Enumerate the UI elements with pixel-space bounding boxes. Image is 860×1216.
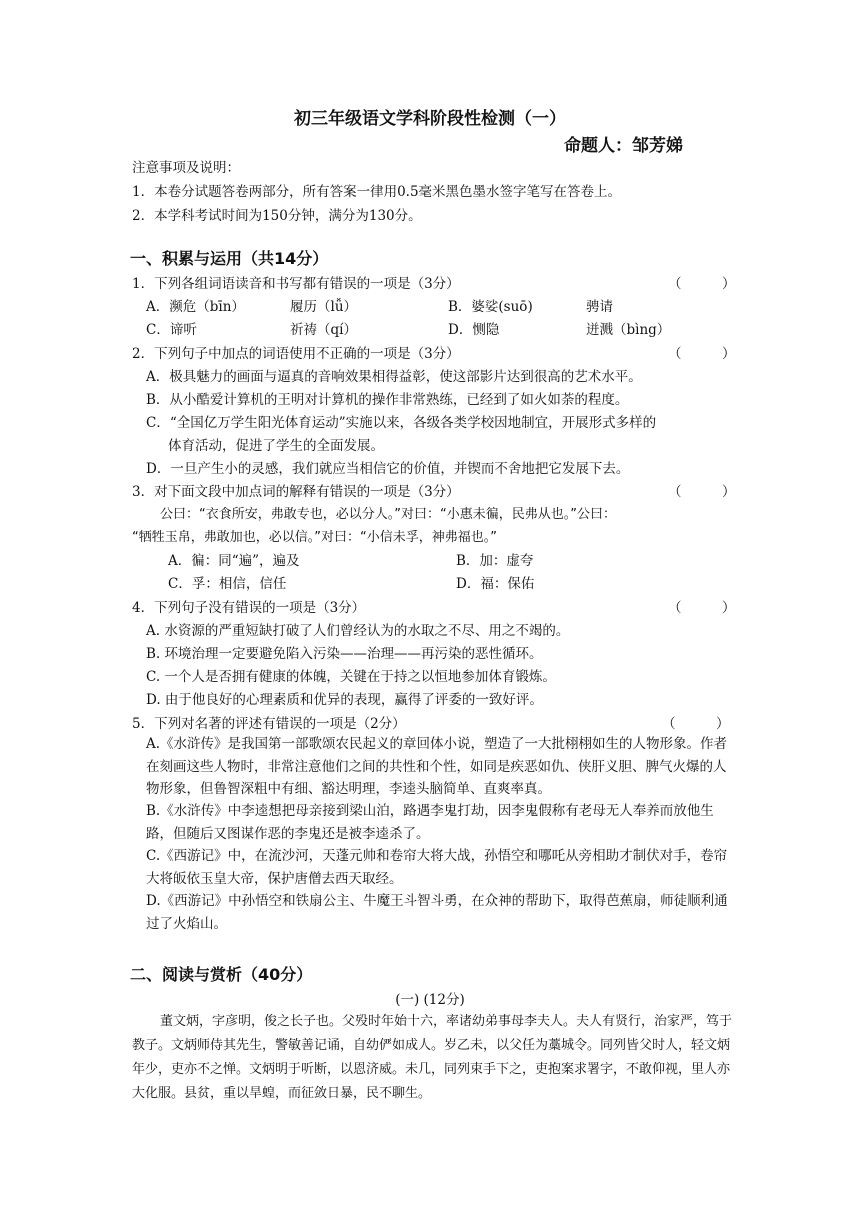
- q4-option-c: C. 一个人是否拥有健康的体魄，关键在于持之以恒地参加体育锻炼。: [146, 669, 556, 685]
- q2-stem: 2．下列句子中加点的词语使用不正确的一项是（3分）: [132, 346, 460, 362]
- q3-passage-line2: “牺牲玉帛，弗敢加也，必以信。”对曰：“小信未孚，神弗福也。”: [132, 530, 497, 545]
- q2-option-c-line2: 体育活动，促进了学生的全面发展。: [168, 438, 384, 454]
- page-title: 初三年级语文学科阶段性检测（一）: [294, 109, 566, 129]
- note-item-1: 1．本卷分试题答卷两部分，所有答案一律用0.5毫米黑色墨水签字笔写在答卷上。: [132, 184, 622, 200]
- author-line: 命题人：邹芳娣: [564, 136, 683, 156]
- q3-option-a: A．徧：同“遍”，遍及: [168, 553, 300, 569]
- q2-option-c-line1: C．“全国亿万学生阳光体育运动”实施以来，各级各类学校因地制宜，开展形式多样的: [146, 415, 657, 431]
- q2-option-d: D．一旦产生小的灵感，我们就应当相信它的价值，并锲而不舍地把它发展下去。: [146, 461, 630, 477]
- q5-option-c: C.《西游记》中，在流沙河，天蓬元帅和卷帘大将大战，孙悟空和哪吒从旁相助才制伏对手，卷帘大将皈依玉皇大帝，保护唐僧去西天取经。: [146, 848, 728, 887]
- q4-option-a: A. 水资源的严重短缺打破了人们曾经认为的水取之不尽、用之不竭的。: [146, 623, 570, 639]
- q4-option-d: D. 由于他良好的心理素质和优异的表现，赢得了评委的一致好评。: [146, 692, 543, 708]
- q1-option-a2: 履历（lǚ）: [290, 299, 358, 315]
- q2-option-a: A．极具魅力的画面与逼真的音响效果相得益彰，使这部影片达到很高的艺术水平。: [146, 369, 642, 385]
- notes-heading: 注意事项及说明：: [132, 160, 240, 176]
- q2-option-b: B．从小酷爱计算机的王明对计算机的操作非常熟练，已经到了如火如荼的程度。: [146, 392, 629, 408]
- q2-answer-blank[interactable]: （ ）: [668, 346, 736, 362]
- q3-answer-blank[interactable]: （ ）: [668, 484, 736, 500]
- passage-1-subtitle: (一) (12分): [395, 992, 465, 1008]
- q3-option-b: B．加：虚夸: [456, 553, 534, 569]
- q5-answer-blank[interactable]: （ ）: [662, 716, 730, 732]
- q3-passage-line1: 公曰：“衣食所安，弗敢专也，必以分人。”对曰：“小惠未徧，民弗从也。”公曰：: [160, 507, 616, 522]
- q1-option-c2: 祈祷（qí）: [290, 322, 357, 338]
- q4-answer-blank[interactable]: （ ）: [668, 600, 736, 616]
- section-1-title: 一、积累与运用（共14分）: [130, 249, 329, 268]
- q1-option-a1: A．濒危（bīn）: [146, 299, 245, 315]
- q3-stem: 3．对下面文段中加点词的解释有错误的一项是（3分）: [132, 484, 460, 500]
- section-2-title: 二、阅读与赏析（40分）: [130, 965, 313, 984]
- q1-option-d1: D．恻隐: [448, 322, 500, 338]
- q5-option-d: D.《西游记》中孙悟空和铁扇公主、牛魔王斗智斗勇，在众神的帮助下，取得芭蕉扇，师徒顺利通过了火焰山。: [146, 893, 728, 932]
- q5-stem: 5．下列对名著的评述有错误的一项是（2分）: [132, 716, 406, 732]
- q1-option-c1: C．谛听: [146, 322, 197, 338]
- q1-option-b1: B．婆娑(suō): [448, 299, 533, 315]
- q4-stem: 4．下列句子没有错误的一项是（3分）: [132, 600, 366, 616]
- q1-answer-blank[interactable]: （ ）: [668, 276, 736, 292]
- passage-1-text: 董文炳，字彦明，俊之长子也。父殁时年始十六，率诸幼弟事母李夫人。夫人有贤行，治家严，笃于教子。文炳师侍其先生，警敏善记诵，自幼俨如成人。岁乙未，以父任为藁城令。同列皆父时人，轻文炳年少，吏亦不之惮。文炳明于听断，以恩济威。未几，同列束手下之，吏抱案求署字，不敢仰视，里人亦大化服。县贫，重以旱蝗，而征敛日暴，民不聊生。: [132, 1014, 733, 1101]
- q3-option-d: D．福：保佑: [456, 576, 535, 592]
- q5-option-b: B.《水浒传》中李逵想把母亲接到梁山泊，路遇李鬼打劫，因李鬼假称有老母无人奉养而放他生路，但随后又图谋作恶的李鬼还是被李逵杀了。: [146, 803, 714, 842]
- note-item-2: 2．本学科考试时间为150分钟，满分为130分。: [132, 208, 422, 224]
- q4-option-b: B. 环境治理一定要避免陷入污染——治理——再污染的恶性循环。: [146, 646, 543, 662]
- q1-option-b2: 骋请: [586, 299, 613, 315]
- q5-option-a: A.《水浒传》是我国第一部歌颂农民起义的章回体小说，塑造了一大批栩栩如生的人物形象。作者在刻画这些人物时，非常注意他们之间的共性和个性，如同是疾恶如仇、侠肝义胆、脾气火爆的人物形象，但鲁智深粗中有细、豁达明理，李逵头脑简单、直爽率真。: [146, 736, 728, 797]
- q3-option-c: C．孚：相信，信任: [168, 576, 287, 592]
- q1-option-d2: 迸溅（bìng）: [586, 322, 671, 338]
- q1-stem: 1．下列各组词语读音和书写都有错误的一项是（3分）: [132, 276, 460, 292]
